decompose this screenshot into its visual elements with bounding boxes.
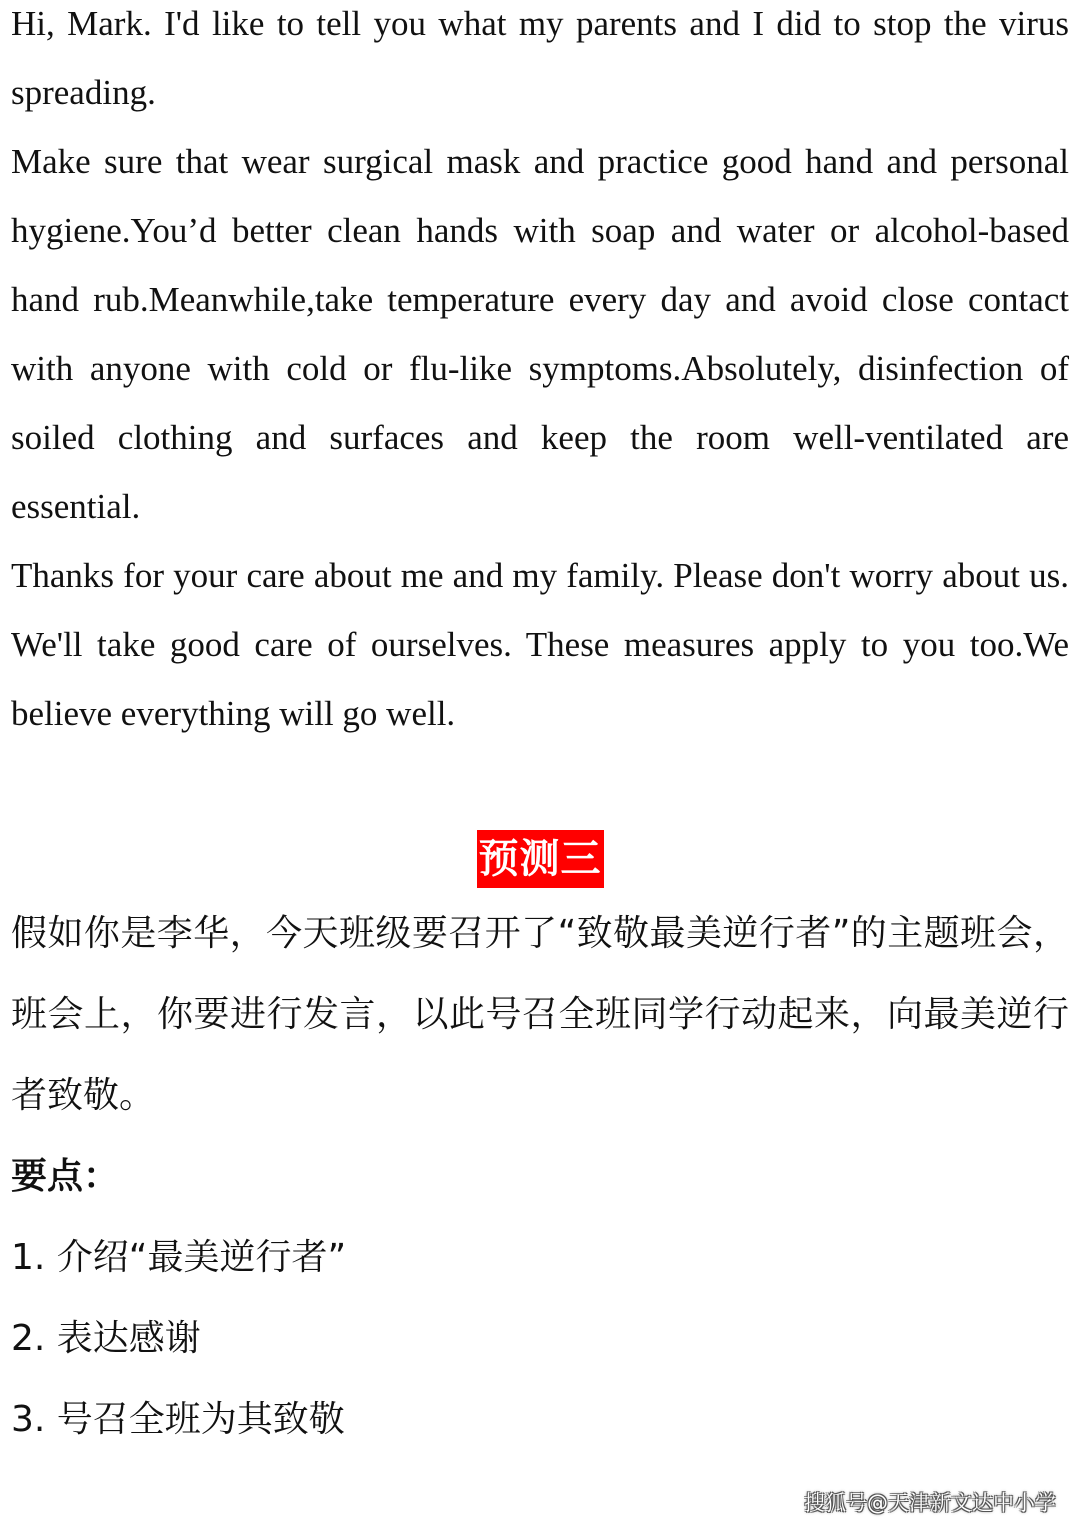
task-prompt: 假如你是李华，今天班级要召开了“致敬最美逆行者”的主题班会，班会上，你要进行发言，以此号召全班同学行动起来，向最美逆行者致敬。 (11, 913, 1069, 1116)
letter-paragraph-3: Thanks for your care about me and my family. Please don't worry about us. We'll take good care of ourselves. These measures apply to you too.We believe everything will go well. (11, 556, 1069, 733)
section-title-container (11, 830, 1069, 892)
letter-paragraph-2: Make sure that wear surgical mask and practice good hand and personal hygiene.You’d better clean hands with soap and water or alcohol-based hand rub.Meanwhile,take temperature every day and avoid close contact with anyone with cold or flu-like symptoms.Absolutely, disinfection of soiled clothing and surfaces and keep the room well-ventilated are essential. (11, 142, 1069, 526)
letter-paragraph-1: Hi, Mark. I'd like to tell you what my parents and I did to stop the virus spreading. (11, 4, 1069, 112)
point-item-2: 2. 表达感谢 (11, 1318, 201, 1359)
points-label: 要点： (11, 1156, 120, 1197)
point-item-1: 1. 介绍“最美逆行者” (11, 1237, 347, 1278)
document-page (11, 0, 1069, 1460)
section-title: 预测三 (477, 830, 604, 888)
point-item-3: 3. 号召全班为其致敬 (11, 1399, 345, 1440)
watermark: 搜狐号@天津新文达中小学 (804, 1491, 1056, 1515)
